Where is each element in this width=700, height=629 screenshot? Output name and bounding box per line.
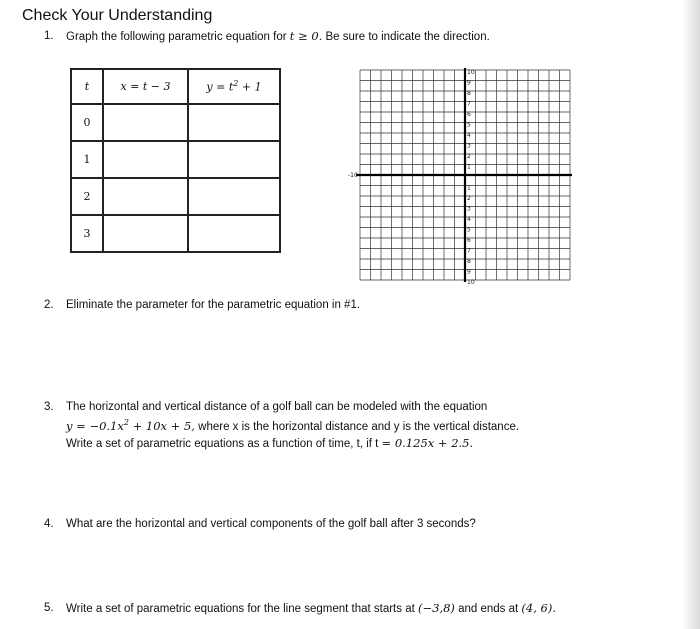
y-tick-label: 1 [467, 163, 471, 171]
q5-text: Write a set of parametric equations for the line segment that starts at [66, 603, 415, 615]
y-tick-label: 4 [467, 216, 471, 223]
worksheet-title: Check Your Understanding [22, 7, 213, 24]
y-tick-label: 4 [467, 132, 471, 139]
y-tick-label: 10 [467, 69, 475, 76]
header-y-base: y = t [206, 80, 234, 94]
y-tick-label: 3 [467, 205, 471, 213]
q3-line-1: The horizontal and vertical distance of a golf ball can be modeled with the equation [66, 401, 488, 413]
header-y-exponent: 2 [233, 79, 239, 89]
y-tick-label: 2 [467, 195, 471, 202]
question-number: 2. [44, 299, 54, 311]
header-t: t [71, 69, 103, 104]
cell-y[interactable] [188, 141, 280, 178]
cell-y[interactable] [188, 215, 280, 252]
y-tick-label: 9 [467, 79, 471, 87]
cell-x[interactable] [103, 104, 188, 141]
q1-text: Graph the following parametric equation for [66, 31, 287, 43]
q5-end-point: (4, 6). [521, 601, 556, 615]
q3-equation [66, 419, 195, 433]
q3-line-3 [66, 435, 519, 452]
q1-condition: t ≥ 0. [289, 29, 323, 43]
y-tick-label: 6 [467, 237, 471, 244]
q3-eq-left: y = −0.1x [66, 418, 124, 433]
question-number: 4. [44, 518, 54, 530]
y-tick-label: 7 [467, 247, 471, 255]
cell-t: 3 [71, 215, 103, 252]
table-row [71, 178, 280, 215]
cell-x[interactable] [103, 215, 188, 252]
q3-eq-exponent: 2 [123, 418, 129, 427]
y-tick-label: 3 [467, 142, 471, 150]
cell-t: 1 [71, 141, 103, 178]
cell-t: 2 [71, 178, 103, 215]
cell-x[interactable] [103, 178, 188, 215]
q3-line-3-text: Write a set of parametric equations as a function of time, t, if t [66, 437, 382, 450]
y-tick-label: 9 [467, 268, 471, 276]
y-tick-label: 8 [467, 90, 471, 97]
x-min-label: -10 [348, 172, 358, 179]
y-tick-label: 5 [467, 121, 471, 129]
q5-start-point: (−3,8) [418, 601, 455, 615]
q1-text-after: Be sure to indicate the direction. [325, 31, 490, 43]
y-tick-label: 1 [467, 184, 471, 192]
question-text: What are the horizontal and vertical components of the golf ball after 3 seconds? [66, 518, 476, 530]
coordinate-grid[interactable] [348, 62, 580, 288]
cell-x[interactable] [103, 141, 188, 178]
q3-line-2 [66, 415, 519, 435]
q5-and-ends-at: and ends at [458, 603, 519, 615]
header-y-tail: + 1 [238, 80, 262, 94]
y-tick-label: 2 [467, 153, 471, 160]
q3-time-equation: = 0.125x + 2.5. [381, 435, 474, 450]
header-y [188, 69, 280, 104]
question-text [66, 399, 519, 452]
y-tick-label: 5 [467, 226, 471, 234]
question-number: 5. [44, 602, 54, 614]
cell-y[interactable] [188, 104, 280, 141]
axes [356, 68, 572, 282]
question-number: 1. [44, 30, 54, 42]
question-text: Eliminate the parameter for the parametric equation in #1. [66, 299, 361, 311]
question-text [66, 28, 490, 45]
header-x: x = t − 3 [103, 69, 188, 104]
y-tick-label: 7 [467, 100, 471, 108]
table-row [71, 104, 280, 141]
table-of-values [70, 68, 281, 253]
question-number: 3. [44, 401, 54, 413]
question-text [66, 600, 556, 617]
page-edge-shadow [682, 0, 700, 629]
q3-line-2-text: where x is the horizontal distance and y is the vertical distance. [194, 420, 520, 433]
table-row [71, 141, 280, 178]
q3-eq-right: + 10x + 5, [128, 418, 195, 433]
y-tick-label: 8 [467, 258, 471, 265]
y-tick-label: 10 [467, 279, 475, 286]
table-row [71, 215, 280, 252]
y-tick-label: 6 [467, 111, 471, 118]
cell-t: 0 [71, 104, 103, 141]
cell-y[interactable] [188, 178, 280, 215]
